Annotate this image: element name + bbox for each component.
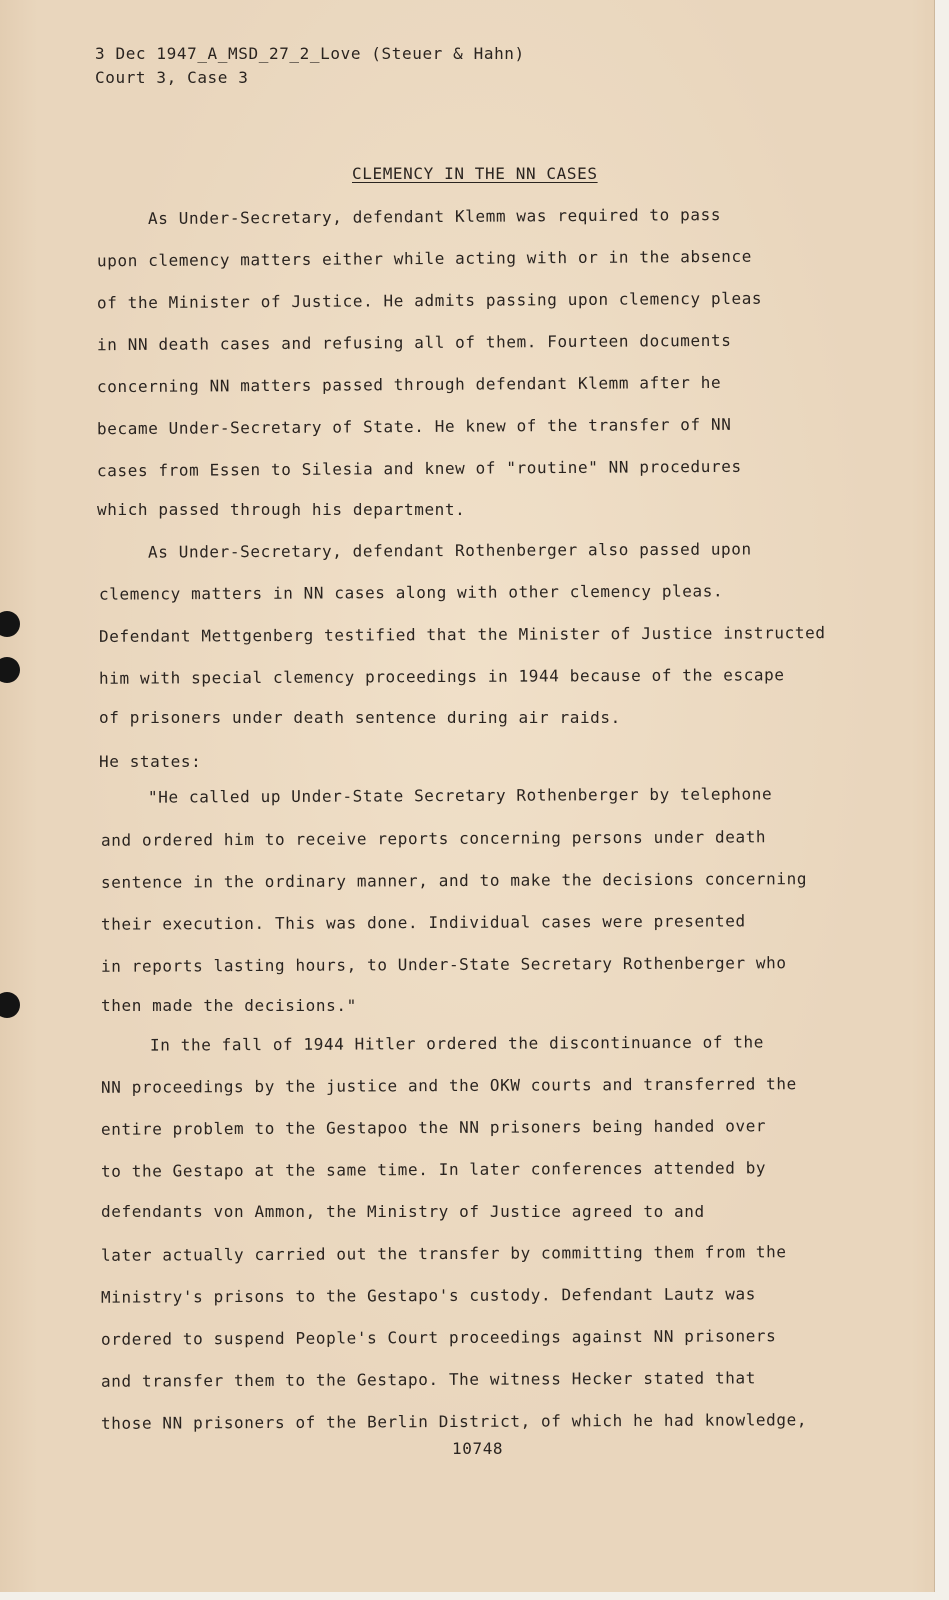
- body-line: ordered to suspend People's Court proceedings against NN prisoners: [100, 1326, 777, 1349]
- quote-line: sentence in the ordinary manner, and to make the decisions concerning: [100, 869, 808, 892]
- body-line: As Under-Secretary, defendant Rothenberger also passed upon: [147, 539, 752, 562]
- body-line: to the Gestapo at the same time. In later conferences attended by: [100, 1158, 767, 1181]
- body-line: cases from Essen to Silesia and knew of "routine" NN procedures: [96, 456, 742, 481]
- body-line: of prisoners under death sentence during air raids.: [99, 708, 621, 727]
- body-line: him with special clemency proceedings in 1944 because of the escape: [98, 665, 785, 688]
- punch-hole: [0, 657, 20, 683]
- quote-line: and ordered him to receive reports concerning persons under death: [100, 827, 767, 850]
- paper-edge-bottom: [0, 1592, 949, 1600]
- page-number: 10748: [452, 1439, 504, 1458]
- body-line: As Under-Secretary, defendant Klemm was required to pass: [147, 204, 722, 229]
- body-line: In the fall of 1944 Hitler ordered the discontinuance of the: [149, 1032, 765, 1055]
- quote-line: "He called up Under-State Secretary Rothenberger by telephone: [147, 784, 773, 807]
- body-line: which passed through his department.: [97, 500, 466, 519]
- body-line: entire problem to the Gestapoo the NN prisoners being handed over: [100, 1116, 767, 1139]
- quote-line: then made the decisions.": [101, 996, 357, 1015]
- body-line: became Under-Secretary of State. He knew of the transfer of NN: [96, 414, 732, 439]
- body-line: Defendant Mettgenberg testified that the Minister of Justice instructed: [98, 623, 826, 646]
- body-line: Ministry's prisons to the Gestapo's custody. Defendant Lautz was: [100, 1284, 756, 1307]
- paper-edge-right: [934, 0, 949, 1600]
- body-line: clemency matters in NN cases along with other clemency pleas.: [98, 581, 724, 604]
- body-line: those NN prisoners of the Berlin District, of which he had knowledge,: [100, 1410, 808, 1433]
- punch-hole: [0, 611, 20, 637]
- document-title: CLEMENCY IN THE NN CASES: [352, 164, 598, 183]
- body-line: NN proceedings by the justice and the OKW courts and transferred the: [100, 1074, 797, 1097]
- body-line: He states:: [99, 752, 202, 771]
- body-line: later actually carried out the transfer by committing them from the: [100, 1242, 787, 1265]
- body-line: defendants von Ammon, the Ministry of Justice agreed to and: [101, 1202, 705, 1221]
- quote-line: their execution. This was done. Individual cases were presented: [100, 911, 746, 934]
- header-date-line: 3 Dec 1947_A_MSD_27_2_Love (Steuer & Hahn): [95, 44, 525, 63]
- body-line: and transfer them to the Gestapo. The witness Hecker stated that: [100, 1368, 756, 1391]
- punch-hole: [0, 992, 20, 1018]
- header-court-line: Court 3, Case 3: [95, 68, 249, 87]
- body-line: in NN death cases and refusing all of them. Fourteen documents: [96, 330, 732, 355]
- quote-line: in reports lasting hours, to Under-State Secretary Rothenberger who: [100, 953, 787, 976]
- body-line: of the Minister of Justice. He admits passing upon clemency pleas: [96, 288, 763, 313]
- body-line: upon clemency matters either while acting with or in the absence: [96, 246, 752, 271]
- body-line: concerning NN matters passed through defendant Klemm after he: [96, 372, 722, 397]
